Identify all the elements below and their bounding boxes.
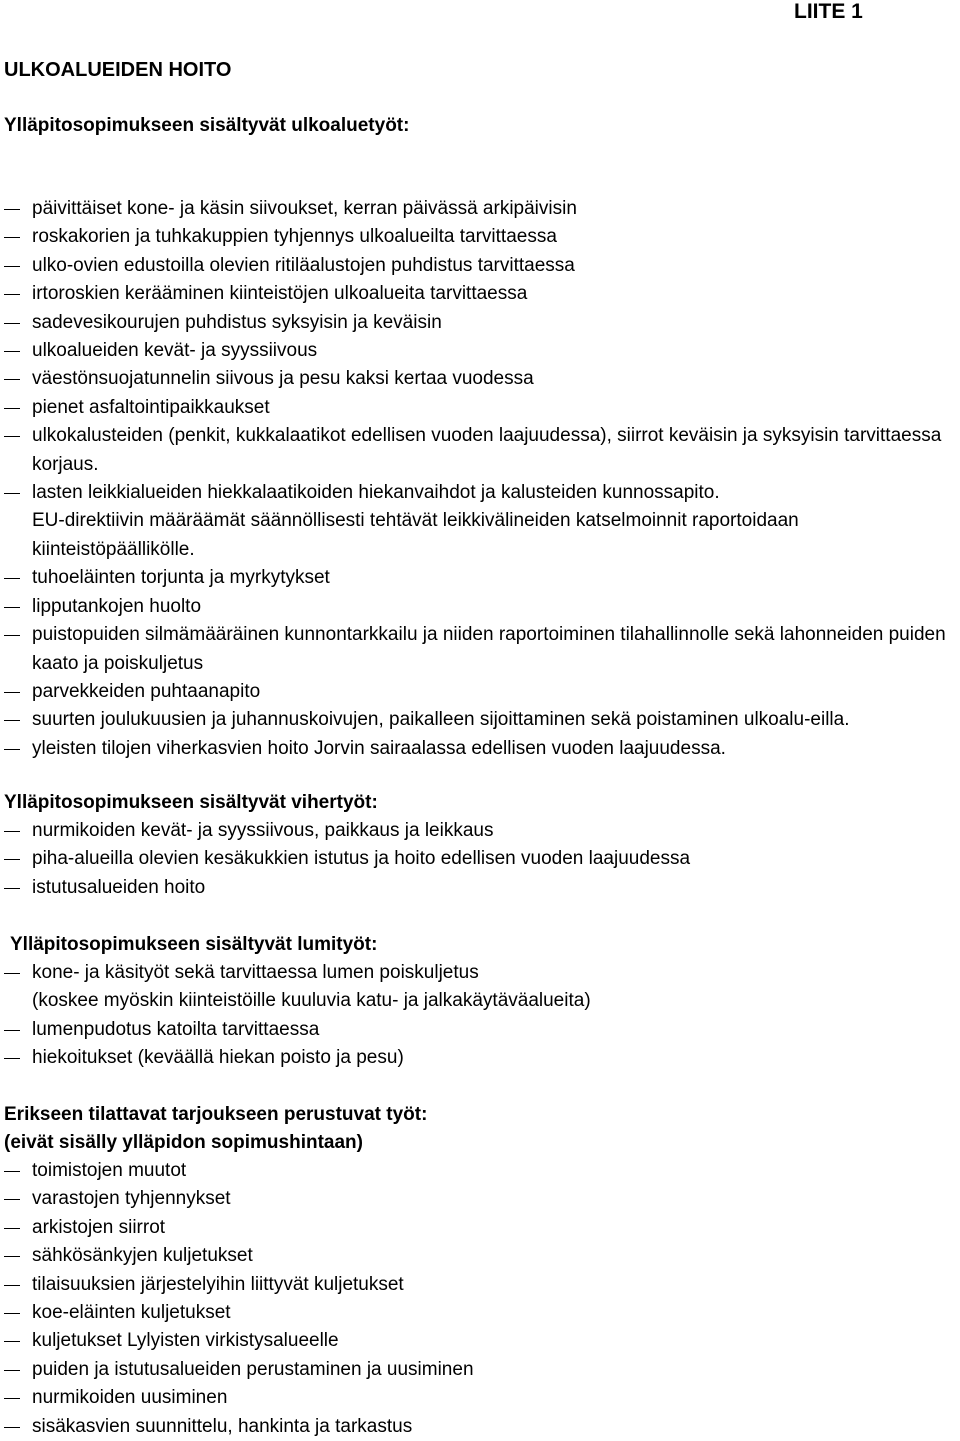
list-item: suurten joulukuusien ja juhannuskoivujen, paikalleen sijoittaminen sekä poistaminen ulkoalu-eilla. <box>4 706 954 734</box>
section-heading: Erikseen tilattavat tarjoukseen perustuvat työt: <box>4 1104 428 1125</box>
list-item: ulkoalueiden kevät- ja syyssiivous <box>4 337 954 365</box>
list-item: puiden ja istutusalueiden perustaminen ja uusiminen <box>4 1356 954 1384</box>
list-item: tilaisuuksien järjestelyihin liittyvät kuljetukset <box>4 1271 954 1299</box>
section-separate-orders <box>4 1101 954 1441</box>
list-item: tuhoeläinten torjunta ja myrkytykset <box>4 564 954 592</box>
list-item: roskakorien ja tuhkakuppien tyhjennys ulkoalueilta tarvittaessa <box>4 223 954 251</box>
list-item: parvekkeiden puhtaanapito <box>4 678 954 706</box>
list-item: puistopuiden silmämääräinen kunnontarkkailu ja niiden raportoiminen tilahallinnolle sekä lahonneiden puiden kaato ja poiskuljetus <box>4 621 954 678</box>
section-heading: Ylläpitosopimukseen sisältyvät vihertyöt: <box>4 792 378 813</box>
list-item: piha-alueilla olevien kesäkukkien istutus ja hoito edellisen vuoden laajuudessa <box>4 845 954 873</box>
appendix-label: LIITE 1 <box>794 0 863 23</box>
separate-order-list <box>4 1157 954 1441</box>
list-item: päivittäiset kone- ja käsin siivoukset, kerran päivässä arkipäivisin <box>4 195 954 223</box>
document-title: ULKOALUEIDEN HOITO <box>4 59 232 81</box>
outdoor-task-list <box>4 195 954 763</box>
snow-task-list <box>4 959 954 1073</box>
list-item: sadevesikourujen puhdistus syksyisin ja keväisin <box>4 309 954 337</box>
list-item: nurmikoiden uusiminen <box>4 1384 954 1412</box>
section-heading: Ylläpitosopimukseen sisältyvät lumityöt: <box>10 934 378 955</box>
list-item: istutusalueiden hoito <box>4 874 954 902</box>
list-item: lumenpudotus katoilta tarvittaessa <box>4 1016 954 1044</box>
list-item: kuljetukset Lylyisten virkistysalueelle <box>4 1327 954 1355</box>
list-item: nurmikoiden kevät- ja syyssiivous, paikkaus ja leikkaus <box>4 817 954 845</box>
list-item: sisäkasvien suunnittelu, hankinta ja tarkastus <box>4 1413 954 1441</box>
section-green-works <box>4 789 954 902</box>
list-item: ulko-ovien edustoilla olevien ritiläalustojen puhdistus tarvittaessa <box>4 252 954 280</box>
list-item: toimistojen muutot <box>4 1157 954 1185</box>
list-item: koe-eläinten kuljetukset <box>4 1299 954 1327</box>
section-heading: Ylläpitosopimukseen sisältyvät ulkoaluetyöt: <box>4 115 410 136</box>
list-item: ulkokalusteiden (penkit, kukkalaatikot edellisen vuoden laajuudessa), siirrot keväisin ja syksyisin tarvittaessa korjaus. <box>4 422 954 479</box>
list-item-note: (koskee myöskin kiinteistöille kuuluvia katu- ja jalkakäytäväalueita) <box>32 990 591 1012</box>
list-item: lipputankojen huolto <box>4 593 954 621</box>
list-item: lasten leikkialueiden hiekkalaatikoiden hiekanvaihdot ja kalusteiden kunnossapito. <box>4 479 954 507</box>
list-item: varastojen tyhjennykset <box>4 1185 954 1213</box>
list-item: yleisten tilojen viherkasvien hoito Jorvin sairaalassa edellisen vuoden laajuudessa. <box>4 735 954 763</box>
list-item-continuation: EU-direktiivin määräämät säännöllisesti tehtävät leikkivälineiden katselmoinnit raportoidaan kiinteistöpäällikölle. <box>32 510 799 560</box>
list-item: irtoroskien kerääminen kiinteistöjen ulkoalueita tarvittaessa <box>4 280 954 308</box>
list-item: kone- ja käsityöt sekä tarvittaessa lumen poiskuljetus <box>4 959 954 987</box>
section-subheading: (eivät sisälly ylläpidon sopimushintaan) <box>4 1132 363 1153</box>
green-task-list <box>4 817 954 902</box>
section-snow-works <box>4 931 954 1073</box>
list-item: pienet asfaltointipaikkaukset <box>4 394 954 422</box>
list-item: väestönsuojatunnelin siivous ja pesu kaksi kertaa vuodessa <box>4 365 954 393</box>
section-outdoor-maintenance <box>4 112 954 763</box>
list-item: hiekoitukset (keväällä hiekan poisto ja pesu) <box>4 1044 954 1072</box>
list-item: arkistojen siirrot <box>4 1214 954 1242</box>
list-item: sähkösänkyjen kuljetukset <box>4 1242 954 1270</box>
